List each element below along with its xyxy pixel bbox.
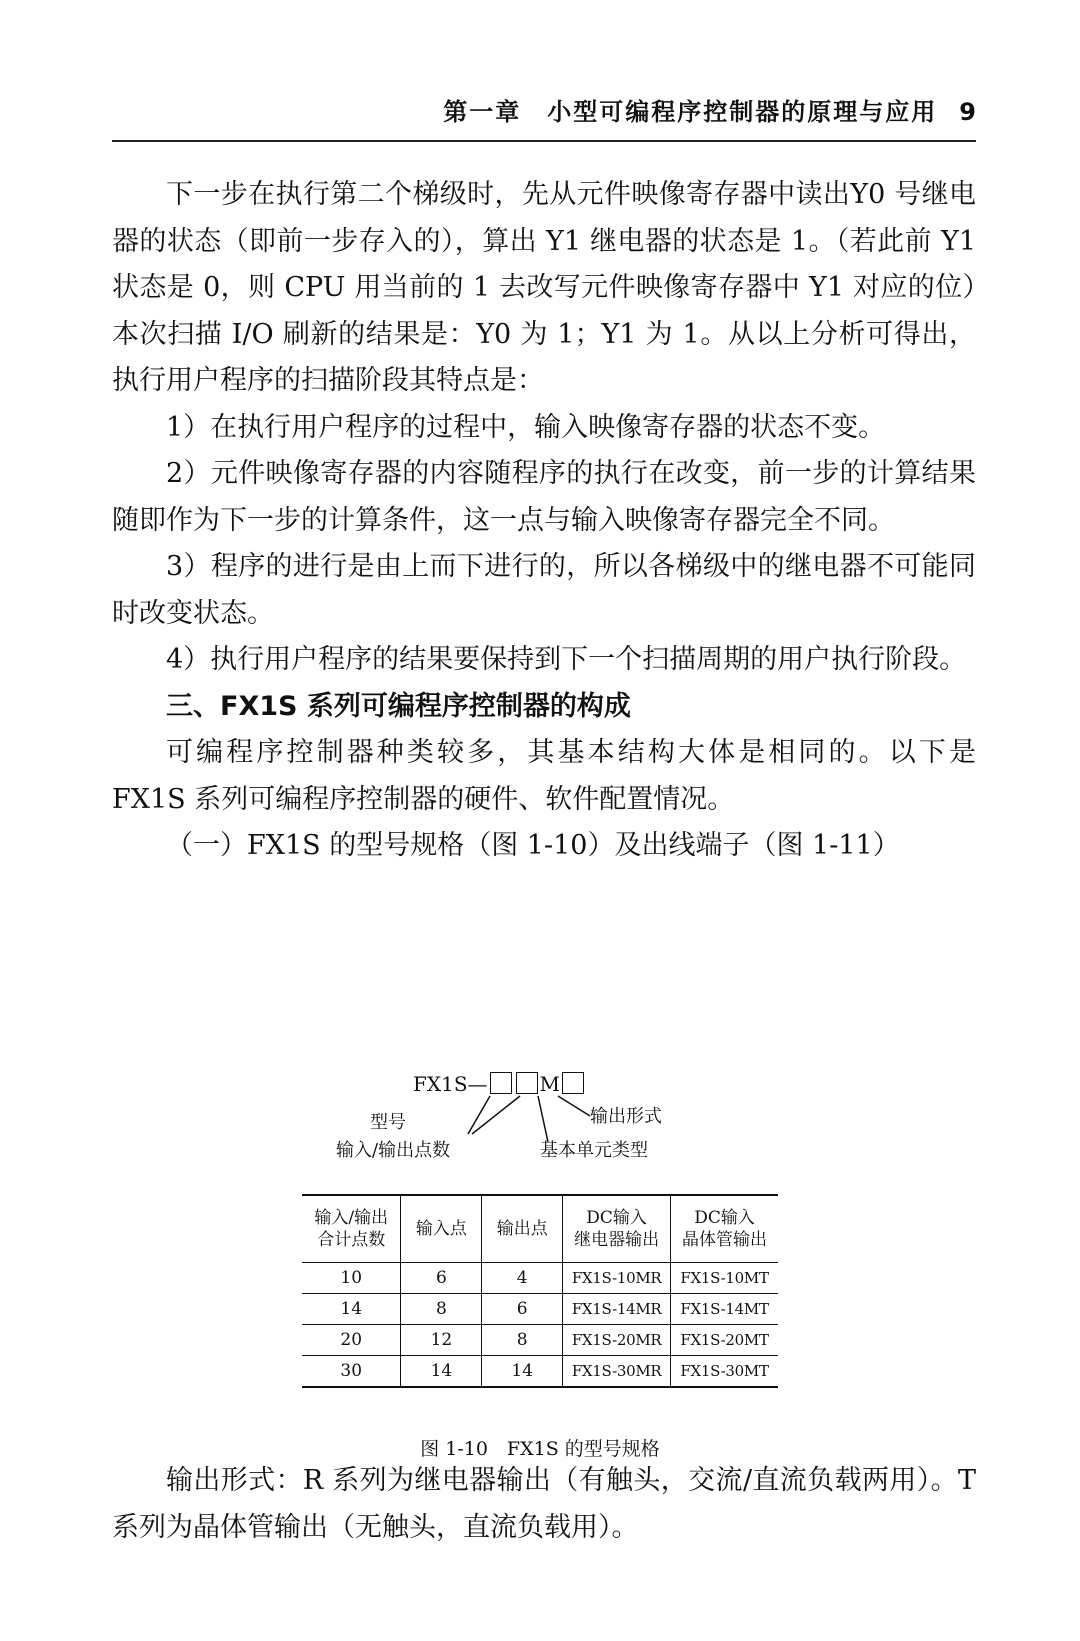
paragraph-output-form: 输出形式：R 系列为继电器输出（有触头，交流/直流负载两用）。T 系列为晶体管输出（无触头，直流负载用）。 [112,1465,976,1543]
callout-output-form: 输出形式 [590,1106,662,1127]
list-item-4: 4）执行用户程序的结果要保持到下一个扫描周期的用户执行阶段。 [166,644,967,675]
cell-input-points: 6 [401,1263,482,1294]
page-number: 9 [959,98,976,126]
closing-text [112,1458,976,1551]
cell-relay-model: FX1S-14MR [563,1294,671,1325]
cell-output-points: 14 [482,1356,563,1388]
paragraph-intro: 可编程序控制器种类较多，其基本结构大体是相同的。以下是 FX1S 系列可编程序控制器的硬件、软件配置情况。 [112,737,976,815]
cell-output-points: 4 [482,1263,563,1294]
callout-base-unit-type: 基本单元类型 [540,1140,648,1161]
callout-model: 型号 [370,1112,406,1133]
paragraph-subheading: （一）FX1S 的型号规格（图 1-10）及出线端子（图 1-11） [166,830,900,861]
table-row [302,1294,778,1325]
paragraph-scan-stage: 下一步在执行第二个梯级时，先从元件映像寄存器中读出Y0 号继电器的状态（即前一步存入的），算出 Y1 继电器的状态是 1。（若此前 Y1 状态是 0，则 CPU 用当前的 1 去改写元件映像寄存器中 Y1 对应的位）本次扫描 I/O 刷新的结果是：Y0 为 1；Y1 为 1。从以上分析可得出，执行用户程序的扫描阶段其特点是： [112,179,976,396]
cell-transistor-model: FX1S-14MT [671,1294,778,1325]
cell-transistor-model: FX1S-30MT [671,1356,778,1388]
cell-input-points: 12 [401,1325,482,1356]
model-spec-table [302,1194,778,1388]
cell-output-points: 6 [482,1294,563,1325]
cell-input-points: 8 [401,1294,482,1325]
table-row [302,1356,778,1388]
table-row [302,1325,778,1356]
model-code-letter: M [539,1072,561,1096]
running-header [112,92,976,127]
cell-total-points: 30 [302,1356,401,1388]
cell-total-points: 10 [302,1263,401,1294]
cell-relay-model: FX1S-30MR [563,1356,671,1388]
model-code [413,1072,586,1096]
header-rule [112,140,976,142]
callout-io-points: 输入/输出点数 [336,1140,451,1161]
model-code-box-3 [562,1072,584,1094]
header-transistor-output: DC输入 晶体管输出 [671,1195,778,1263]
cell-relay-model: FX1S-20MR [563,1325,671,1356]
list-item-1: 1）在执行用户程序的过程中，输入映像寄存器的状态不变。 [166,411,886,443]
header-relay-output: DC输入 继电器输出 [563,1195,671,1263]
figure-caption: 图 1-10 FX1S 的型号规格 [420,1438,660,1460]
header-input-points: 输入点 [401,1195,482,1263]
list-item-2: 2）元件映像寄存器的内容随程序的执行在改变，前一步的计算结果随即作为下一步的计算条件，这一点与输入映像寄存器完全不同。 [112,458,976,536]
cell-transistor-model: FX1S-10MT [671,1263,778,1294]
cell-input-points: 14 [401,1356,482,1388]
chapter-title: 第一章 小型可编程序控制器的原理与应用 [443,98,938,126]
table-row [302,1263,778,1294]
header-total-points: 输入/输出 合计点数 [302,1195,401,1263]
cell-total-points: 14 [302,1294,401,1325]
callout-line-output-form [558,1096,590,1116]
cell-output-points: 8 [482,1325,563,1356]
model-code-box-1 [490,1072,512,1094]
list-item-3: 3）程序的进行是由上而下进行的，所以各梯级中的继电器不可能同时改变状态。 [112,551,976,629]
header-output-points: 输出点 [482,1195,563,1263]
cell-total-points: 20 [302,1325,401,1356]
table-header-row [302,1195,778,1263]
cell-relay-model: FX1S-10MR [563,1263,671,1294]
section-heading: 三、FX1S 系列可编程序控制器的构成 [166,690,631,722]
model-code-prefix: FX1S— [413,1072,488,1096]
body-text [112,172,976,870]
model-code-box-2 [516,1072,538,1094]
cell-transistor-model: FX1S-20MT [671,1325,778,1356]
